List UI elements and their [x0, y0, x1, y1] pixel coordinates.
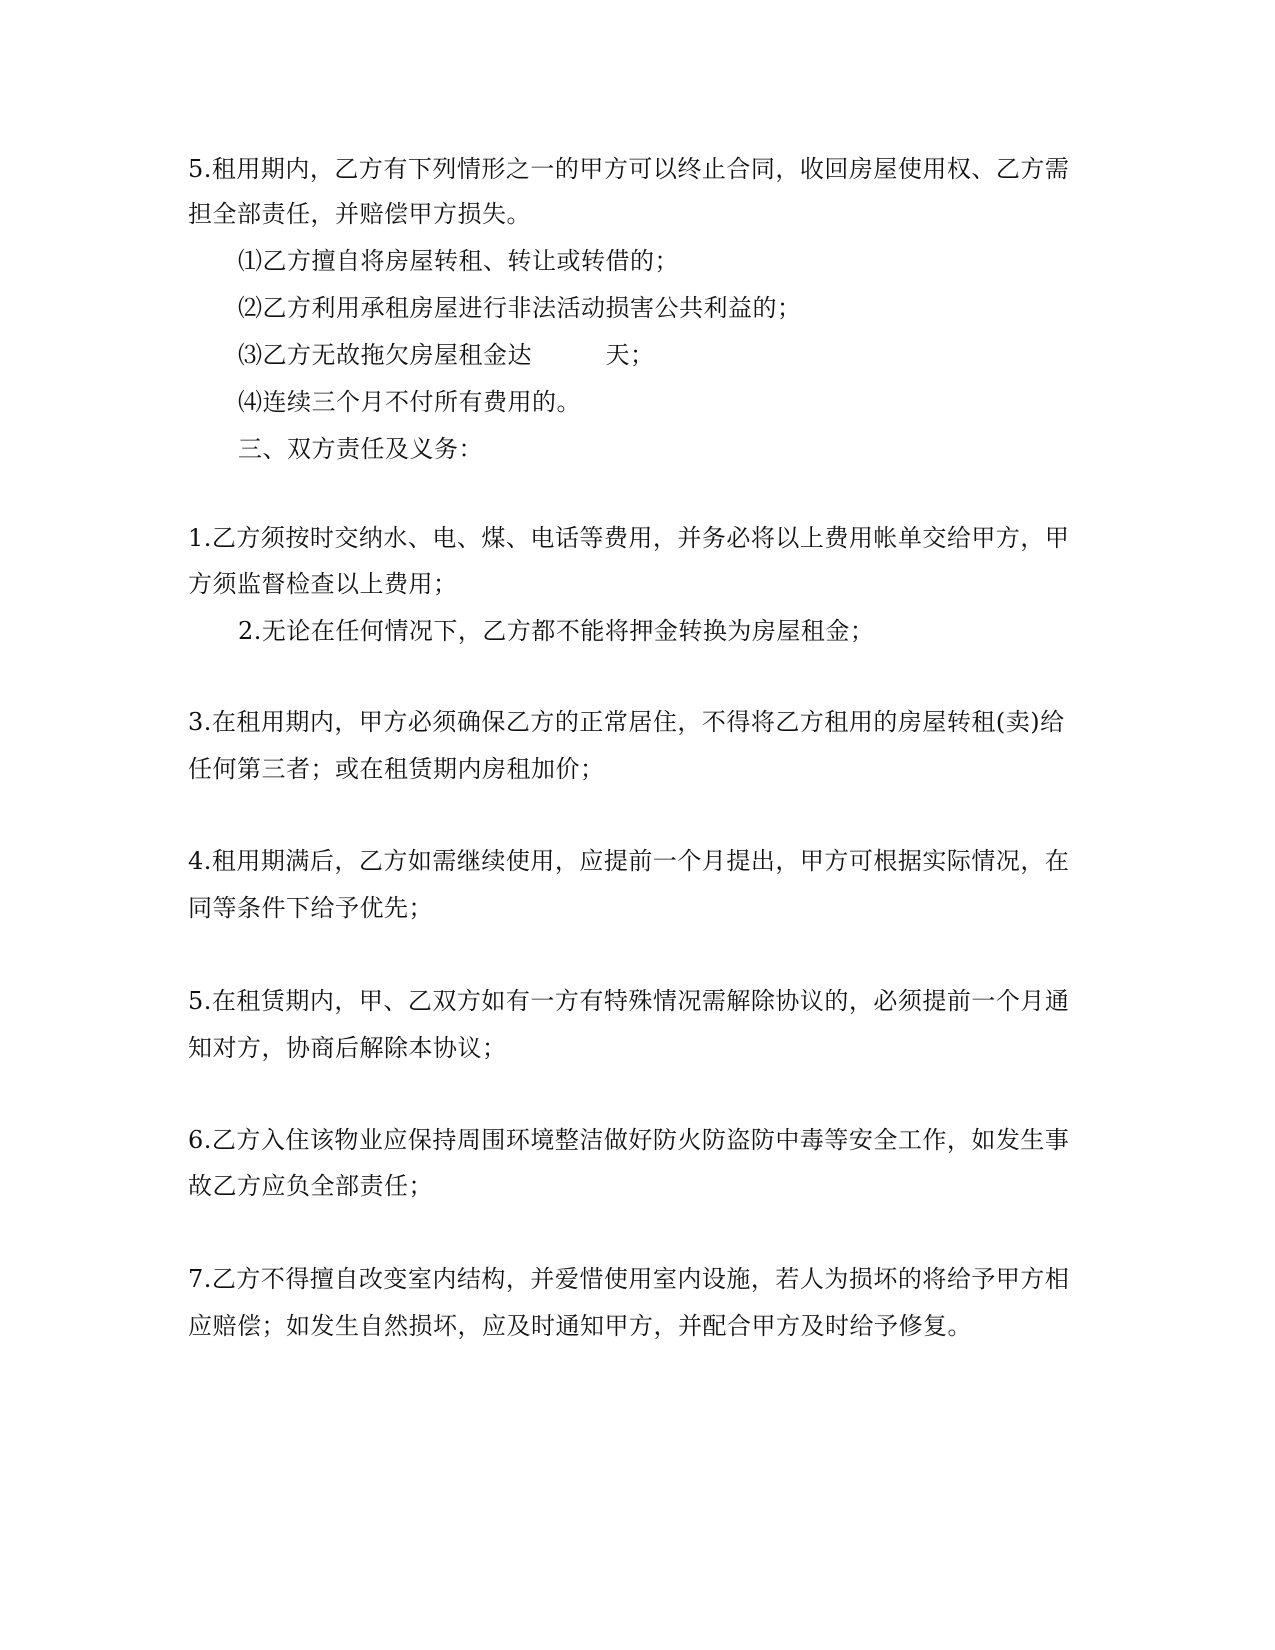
sub-item-3: ⑶乙方无故拖欠房屋租金达 天； [238, 341, 655, 369]
duty-2: 2.无论在任何情况下，乙方都不能将押金转换为房屋租金； [238, 617, 875, 645]
duty-5-line-2: 知对方，协商后解除本协议； [188, 1034, 507, 1062]
sub-item-2: ⑵乙方利用承租房屋进行非法活动损害公共利益的； [238, 294, 802, 322]
duty-7-line-1: 7.乙方不得擅自改变室内结构，并爱惜使用室内设施，若人为损坏的将给予甲方相 [188, 1265, 1070, 1293]
duty-4-line-1: 4.租用期满后，乙方如需继续使用，应提前一个月提出，甲方可根据实际情况，在 [188, 847, 1070, 875]
clause-5-line-1: 5.租用期内，乙方有下列情形之一的甲方可以终止合同，收回房屋使用权、乙方需 [188, 155, 1070, 183]
duty-7-line-2: 应赔偿；如发生自然损坏，应及时通知甲方，并配合甲方及时给予修复。 [188, 1312, 972, 1340]
duty-1-line-2: 方须监督检查以上费用； [188, 570, 458, 598]
sub-item-1: ⑴乙方擅自将房屋转租、转让或转借的； [238, 247, 679, 275]
duty-1-line-1: 1.乙方须按时交纳水、电、煤、电话等费用，并务必将以上费用帐单交给甲方，甲 [188, 524, 1070, 552]
duty-3-line-2: 任何第三者；或在租赁期内房租加价； [188, 755, 605, 783]
duty-5-line-1: 5.在租赁期内，甲、乙双方如有一方有特殊情况需解除协议的，必须提前一个月通 [188, 987, 1070, 1015]
clause-5-line-2: 担全部责任，并赔偿甲方损失。 [188, 200, 531, 228]
sub-item-4: ⑷连续三个月不付所有费用的。 [238, 388, 581, 416]
duty-6-line-1: 6.乙方入住该物业应保持周围环境整洁做好防火防盗防中毒等安全工作，如发生事 [188, 1126, 1070, 1154]
duty-3-line-1: 3.在租用期内，甲方必须确保乙方的正常居住，不得将乙方租用的房屋转租(卖)给 [188, 708, 1065, 736]
section-heading: 三、双方责任及义务： [238, 435, 483, 463]
duty-4-line-2: 同等条件下给予优先； [188, 894, 433, 922]
duty-6-line-2: 故乙方应负全部责任； [188, 1172, 433, 1200]
